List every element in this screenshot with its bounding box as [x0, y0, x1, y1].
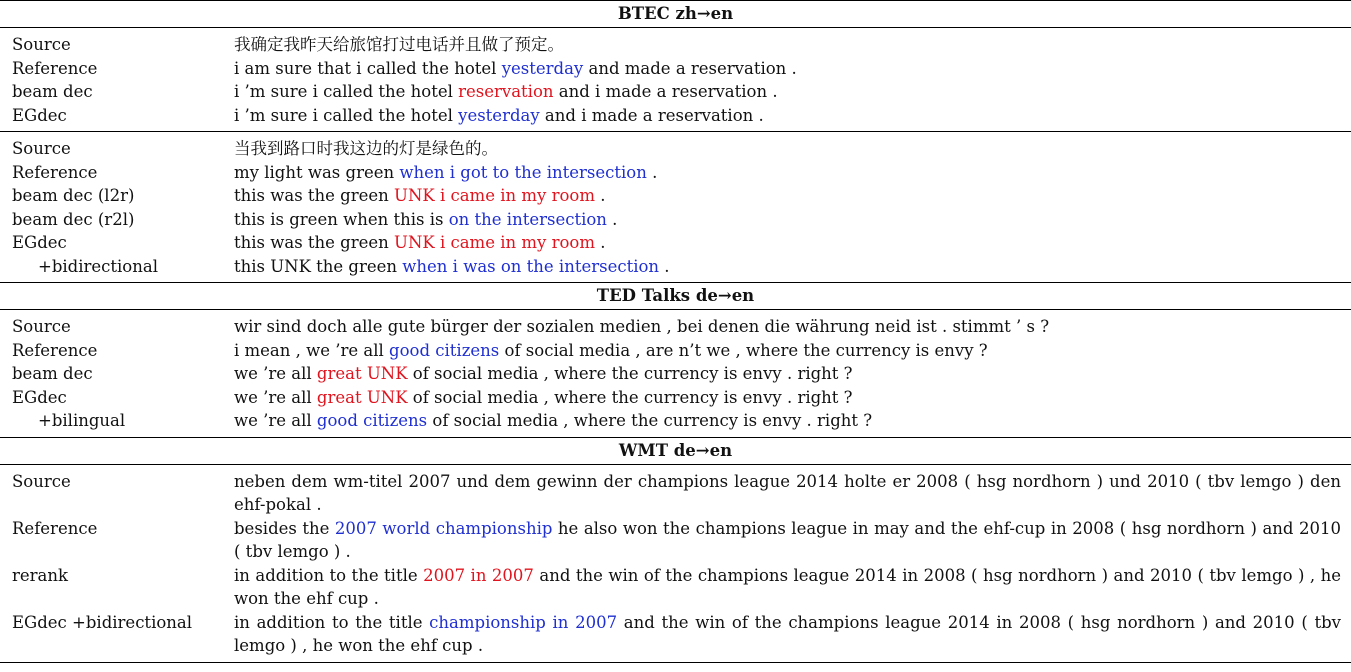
text-segment: .	[594, 233, 606, 252]
table-row	[0, 57, 1351, 81]
row-text	[222, 362, 1351, 386]
row-label: Source	[12, 471, 71, 491]
row-text	[222, 470, 1351, 517]
row-text	[222, 231, 1351, 255]
text-segment: in addition to the title	[234, 565, 424, 585]
text-segment: of social media , where the currency is envy . right ?	[407, 387, 853, 407]
highlight-correct: championship in 2007	[429, 612, 618, 632]
row-label: EGdec	[12, 387, 67, 407]
table-row	[0, 184, 1351, 208]
text-segment: 当我到路口时我这边的灯是绿色的。	[234, 139, 498, 158]
text-segment: we ’re all	[234, 387, 317, 407]
text-segment: he also won the champions league in may and the ehf-cup in 2008 ( hsg nordhorn ) and 2010 ( tbv lemgo ) .	[234, 518, 1341, 561]
row-label: EGdec	[12, 233, 67, 252]
highlight-correct: 2007 world championship	[334, 518, 553, 538]
row-text	[222, 255, 1351, 279]
text-segment: 我确定我昨天给旅馆打过电话并且做了预定。	[234, 35, 564, 54]
text-segment: .	[646, 162, 658, 182]
table-row	[0, 33, 1351, 57]
text-segment: of social media , where the currency is envy . right ?	[427, 411, 873, 430]
row-label: Reference	[12, 340, 98, 360]
highlight-correct: when i was on the intersection	[402, 256, 660, 276]
row-label: Reference	[12, 162, 98, 182]
highlight-correct: when i got to the intersection	[399, 162, 647, 182]
text-segment: and i made a reservation .	[539, 105, 764, 125]
text-segment: and made a reservation .	[583, 58, 797, 78]
text-segment: we ’re all	[234, 411, 317, 430]
row-text	[222, 386, 1351, 410]
row-text	[222, 564, 1351, 611]
row-text	[222, 208, 1351, 232]
text-segment: i ’m sure i called the hotel	[234, 105, 459, 125]
row-label: Reference	[12, 58, 98, 78]
table-row	[0, 517, 1351, 564]
highlight-error: UNK i came in my room	[394, 233, 595, 252]
highlight-correct: yesterday	[501, 58, 584, 78]
row-label: beam dec (l2r)	[12, 186, 135, 205]
table-row	[0, 611, 1351, 658]
row-label: Source	[12, 317, 71, 336]
row-text	[222, 184, 1351, 208]
bottom-rule	[0, 662, 1351, 663]
table-row	[0, 137, 1351, 161]
row-text	[222, 137, 1351, 161]
row-text	[222, 409, 1351, 433]
row-text	[222, 57, 1351, 81]
text-segment: in addition to the title	[234, 612, 430, 632]
row-label: +bilingual	[38, 411, 126, 430]
example-group	[0, 28, 1351, 131]
row-label: Reference	[12, 518, 98, 538]
highlight-correct: good citizens	[316, 411, 428, 430]
row-label: +bidirectional	[38, 256, 158, 276]
text-segment: i am sure that i called the hotel	[234, 58, 502, 78]
example-group	[0, 465, 1351, 662]
section-header: TED Talks de→en	[0, 282, 1351, 310]
row-label: beam dec	[12, 82, 93, 101]
example-group	[0, 310, 1351, 437]
text-segment: and the win of the champions league 2014 in 2008 ( hsg nordhorn ) and 2010 ( tbv lemgo ) , he won the ehf cup .	[234, 612, 1341, 655]
text-segment: this was the green	[234, 233, 395, 252]
row-text	[222, 33, 1351, 57]
table-row	[0, 104, 1351, 128]
highlight-correct: yesterday	[458, 105, 540, 125]
text-segment: of social media , where the currency is envy . right ?	[407, 364, 853, 383]
highlight-correct: on the intersection	[448, 209, 607, 229]
section-header: WMT de→en	[0, 437, 1351, 465]
text-segment: this UNK the green	[234, 256, 403, 276]
highlight-error: UNK i came in my room	[394, 186, 595, 205]
row-label: EGdec	[12, 105, 67, 125]
row-text	[222, 104, 1351, 128]
text-segment: we ’re all	[234, 364, 317, 383]
text-segment: wir sind doch alle gute bürger der sozialen medien , bei denen die währung neid ist . stimmt ’ s ?	[234, 317, 1050, 336]
example-group	[0, 131, 1351, 282]
row-text	[222, 517, 1351, 564]
table-row	[0, 208, 1351, 232]
row-text	[222, 611, 1351, 658]
table-row	[0, 231, 1351, 255]
row-label: Source	[12, 35, 71, 54]
text-segment: .	[659, 256, 670, 276]
row-text	[222, 315, 1351, 339]
row-label: Source	[12, 139, 71, 158]
table-row	[0, 161, 1351, 185]
text-segment: neben dem wm-titel 2007 und dem gewinn der champions league 2014 holte er 2008 ( hsg nordhorn ) und 2010 ( tbv lemgo ) den ehf-pokal .	[234, 471, 1341, 514]
row-text	[222, 80, 1351, 104]
highlight-error: reservation	[458, 82, 554, 101]
table-row	[0, 315, 1351, 339]
text-segment: this is green when this is	[234, 209, 449, 229]
text-segment: and the win of the champions league 2014 in 2008 ( hsg nordhorn ) and 2010 ( tbv lemgo ) , he won the ehf cup .	[234, 565, 1341, 608]
table-row	[0, 362, 1351, 386]
table-row	[0, 564, 1351, 611]
highlight-error: 2007 in 2007	[423, 565, 534, 585]
text-segment: and i made a reservation .	[553, 82, 778, 101]
row-label: beam dec	[12, 364, 93, 383]
table-row	[0, 470, 1351, 517]
text-segment: .	[594, 186, 606, 205]
table-row	[0, 255, 1351, 279]
text-segment: my light was green	[234, 162, 400, 182]
table-row	[0, 80, 1351, 104]
text-segment: of social media , are n’t we , where the currency is envy ?	[499, 340, 988, 360]
table-row	[0, 409, 1351, 433]
row-label: EGdec +bidirectional	[12, 612, 193, 632]
text-segment: besides the	[234, 518, 335, 538]
text-segment: i ’m sure i called the hotel	[234, 82, 459, 101]
text-segment: this was the green	[234, 186, 395, 205]
highlight-error: great UNK	[316, 387, 408, 407]
table-row	[0, 386, 1351, 410]
text-segment: .	[606, 209, 618, 229]
row-text	[222, 339, 1351, 363]
table-row	[0, 339, 1351, 363]
highlight-error: great UNK	[316, 364, 408, 383]
text-segment: i mean , we ’re all	[234, 340, 390, 360]
section-header: BTEC zh→en	[0, 0, 1351, 28]
row-label: rerank	[12, 565, 69, 585]
row-text	[222, 161, 1351, 185]
row-label: beam dec (r2l)	[12, 209, 135, 229]
highlight-correct: good citizens	[389, 340, 500, 360]
